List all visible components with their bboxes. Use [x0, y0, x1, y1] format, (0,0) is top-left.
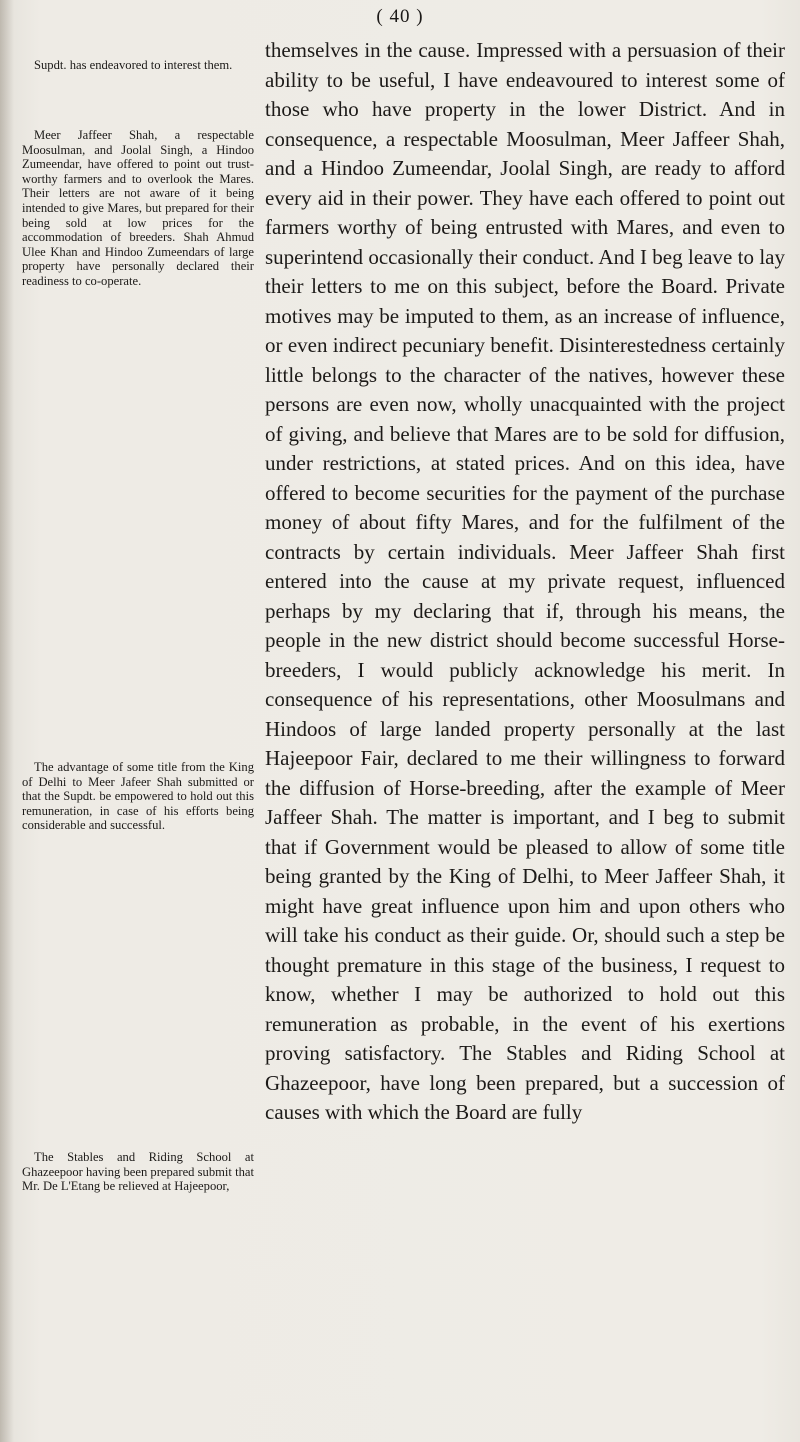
main-text-column [265, 36, 785, 1128]
page-number: ( 40 ) [376, 6, 424, 27]
body-paragraph: themselves in the cause. Impressed with a persuasion of their ability to be useful, I have endeavoured to interest some of those who have property in the lower District. And in consequence, a respectable Moosulman, Meer Jaffeer Shah, and a Hindoo Zumeendar, Joolal Singh, are ready to afford every aid in their power. They have each offered to point out farmers worthy of being entrusted with Mares, and even to superintend occasionally their conduct. And I beg leave to lay their letters to me on this subject, before the Board. Private motives may be imputed to them, as an increase of influence, or even indirect pecuniary benefit. Disinterestedness certainly little belongs to the character of the natives, however these persons are even now, wholly unacquainted with the project of giving, and believe that Mares are to be sold for diffusion, under restrictions, at stated prices. And on this idea, have offered to become securities for the payment of the purchase money of about fifty Mares, and for the fulfilment of the contracts by certain individuals. Meer Jaffeer Shah first entered into the cause at my private request, influenced perhaps by my declaring that if, through his means, the people in the new district should become successful Horse-breeders, I would publicly acknowledge his merit. In consequence of his representations, other Moosulmans and Hindoos of large landed property personally at the last Hajeepoor Fair, declared to me their willingness to forward the diffusion of Horse-breeding, after the example of Meer Jaffeer Shah. The matter is important, and I beg to submit that if Government would be pleased to allow of some title being granted by the King of Delhi, to Meer Jaffeer Shah, it might have great influence upon him and upon others who will take his conduct as their guide. Or, should such a step be thought premature in this stage of the business, I request to know, whether I may be authorized to hold out this remuneration as probable, in the event of his exertions proving satisfactory. The Stables and Riding School at Ghazeepoor, have long been prepared, but a succession of causes with which the Board are fully [265, 38, 785, 1124]
binding-shadow [0, 0, 14, 1442]
margin-note-4: The Stables and Riding School at Ghazeepoor having been prepared submit that Mr. De L'Etang be relieved at Hajeepoor, [22, 1150, 254, 1194]
margin-note-3: The advantage of some title from the King of Delhi to Meer Jafeer Shah submitted or that the Supdt. be empowered to hold out this remuneration, in case of his efforts being considerable and successful. [22, 760, 254, 833]
margin-note-1: Supdt. has endeavored to interest them. [34, 58, 233, 72]
margin-note-2: Meer Jaffeer Shah, a respectable Moosulman, and Joolal Singh, a Hindoo Zumeendar, have offered to point out trust-worthy farmers and to overlook the Mares. Their letters are not aware of it being intended to give Mares, but prepared for their being sold at low prices for the accommodation of breeders. Shah Ahmud Ulee Khan and Hindoo Zumeendars of large property have personally declared their readiness to co-operate. [22, 128, 254, 288]
